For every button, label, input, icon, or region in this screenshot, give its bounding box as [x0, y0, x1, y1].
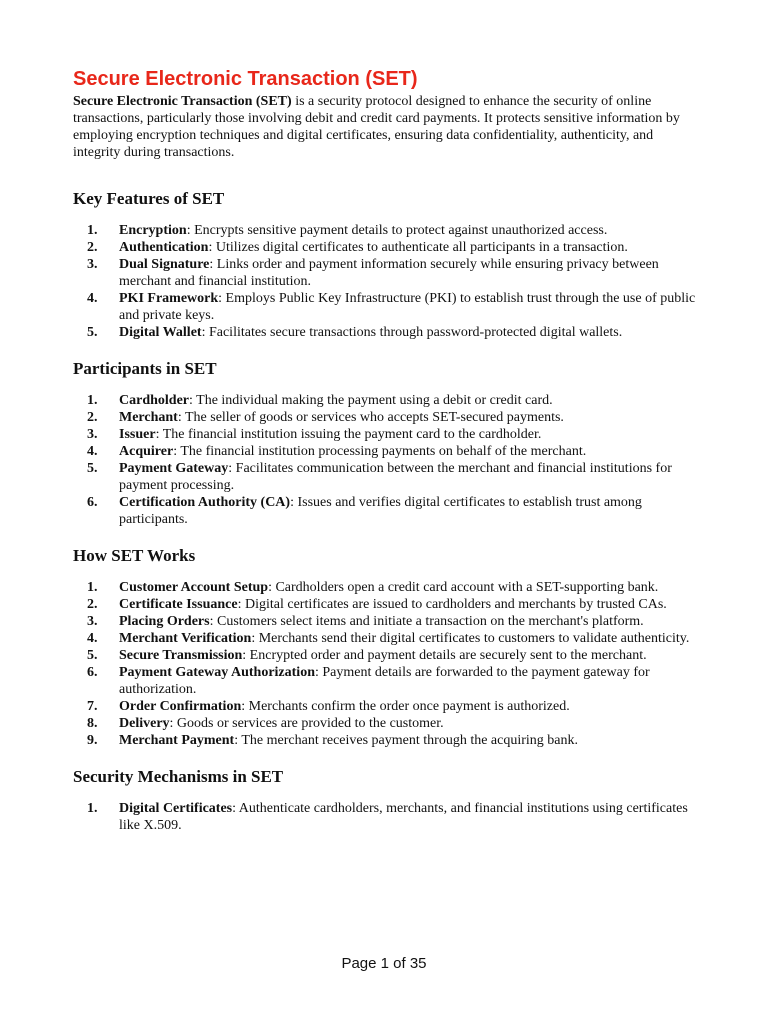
- list-item-text: : Encrypted order and payment details are securely sent to the merchant.: [242, 648, 647, 663]
- list-item: [73, 426, 698, 443]
- list-item-number: 2.: [87, 597, 98, 612]
- section-heading-key-features: Key Features of SET: [73, 189, 225, 208]
- list-item-text: : Payment details are forwarded to the payment gateway for authorization.: [119, 665, 650, 697]
- section-heading-security-mechanisms: Security Mechanisms in SET: [73, 767, 284, 786]
- list-item-term: Issuer: [119, 427, 156, 442]
- list-item-number: 4.: [87, 444, 98, 459]
- list-item: [73, 256, 698, 290]
- list-item-term: Merchant Payment: [119, 733, 235, 748]
- list-item-number: 8.: [87, 716, 98, 731]
- list-item-text: : Cardholders open a credit card account with a SET-supporting bank.: [268, 580, 659, 595]
- list-item-text: : Facilitates secure transactions through password-protected digital wallets.: [201, 325, 623, 340]
- list-item-number: 4.: [87, 631, 98, 646]
- list-item-text: : Links order and payment information securely while ensuring privacy between merchant and financial institution.: [119, 257, 659, 289]
- list-item-term: Digital Certificates: [119, 801, 233, 816]
- list-item-number: 6.: [87, 665, 98, 680]
- list-item: [73, 664, 698, 698]
- list-item-number: 1.: [87, 223, 98, 238]
- intro-text: is a security protocol designed to enhance the security of online transactions, particularly those involving debit and credit card payments. It protects sensitive information by employing encryption techniques and digital certificates, ensuring data confidentiality, authenticity, and integrity during transactions.: [73, 94, 680, 160]
- participants-list: [73, 392, 698, 528]
- list-item-text: : Employs Public Key Infrastructure (PKI) to establish trust through the use of public and private keys.: [119, 291, 696, 323]
- list-item: [73, 443, 698, 460]
- list-item-term: Merchant Verification: [119, 631, 252, 646]
- list-item: [73, 732, 698, 749]
- list-item-number: 3.: [87, 614, 98, 629]
- list-item-term: Secure Transmission: [119, 648, 243, 663]
- list-item-text: : The merchant receives payment through the acquiring bank.: [234, 733, 579, 748]
- list-item-text: : Merchants send their digital certificates to customers to validate authenticity.: [251, 631, 690, 646]
- list-item-term: Payment Gateway: [119, 461, 229, 476]
- list-item-term: Authentication: [119, 240, 209, 255]
- list-item-text: : Authenticate cardholders, merchants, and financial institutions using certificates like X.509.: [119, 801, 688, 833]
- list-item: [73, 494, 698, 528]
- document-page: [73, 66, 698, 834]
- list-item: [73, 800, 698, 834]
- list-item-text: : Customers select items and initiate a transaction on the merchant's platform.: [209, 614, 644, 629]
- list-item-number: 5.: [87, 325, 98, 340]
- list-item-number: 2.: [87, 240, 98, 255]
- list-item-number: 1.: [87, 580, 98, 595]
- list-item-term: Cardholder: [119, 393, 189, 408]
- key-features-list: [73, 222, 698, 341]
- section-heading-how-set-works: How SET Works: [73, 546, 196, 565]
- list-item-term: Digital Wallet: [119, 325, 202, 340]
- list-item-term: Delivery: [119, 716, 170, 731]
- list-item-number: 4.: [87, 291, 98, 306]
- list-item-number: 3.: [87, 257, 98, 272]
- list-item-term: Encryption: [119, 223, 187, 238]
- list-item-term: Order Confirmation: [119, 699, 242, 714]
- list-item-number: 1.: [87, 801, 98, 816]
- list-item-text: : Facilitates communication between the merchant and financial institutions for payment processing.: [119, 461, 672, 493]
- list-item-number: 5.: [87, 461, 98, 476]
- list-item-number: 5.: [87, 648, 98, 663]
- list-item: [73, 715, 698, 732]
- list-item-term: Certification Authority (CA): [119, 495, 291, 510]
- list-item: [73, 630, 698, 647]
- list-item-number: 9.: [87, 733, 98, 748]
- list-item: [73, 460, 698, 494]
- list-item-number: 1.: [87, 393, 98, 408]
- list-item-term: Certificate Issuance: [119, 597, 238, 612]
- page-number-footer: Page 1 of 35: [341, 955, 427, 972]
- how-set-works-list: [73, 579, 698, 749]
- list-item-term: Payment Gateway Authorization: [119, 665, 315, 680]
- list-item-term: Dual Signature: [119, 257, 210, 272]
- document-title: Secure Electronic Transaction (SET): [73, 68, 418, 90]
- list-item: [73, 324, 698, 341]
- list-item: [73, 239, 698, 256]
- list-item-text: : The financial institution issuing the payment card to the cardholder.: [155, 427, 542, 442]
- list-item-text: : Digital certificates are issued to cardholders and merchants by trusted CAs.: [237, 597, 667, 612]
- list-item: [73, 290, 698, 324]
- security-mechanisms-list: [73, 800, 698, 834]
- list-item: [73, 392, 698, 409]
- list-item: [73, 613, 698, 630]
- list-item-number: 3.: [87, 427, 98, 442]
- list-item: [73, 409, 698, 426]
- list-item-number: 2.: [87, 410, 98, 425]
- list-item-number: 6.: [87, 495, 98, 510]
- list-item-term: Acquirer: [119, 444, 174, 459]
- list-item-term: Placing Orders: [119, 614, 210, 629]
- list-item: [73, 579, 698, 596]
- list-item-term: Customer Account Setup: [119, 580, 269, 595]
- list-item: [73, 698, 698, 715]
- list-item-number: 7.: [87, 699, 98, 714]
- list-item-text: : Issues and verifies digital certificates to establish trust among participants.: [119, 495, 642, 527]
- list-item: [73, 222, 698, 239]
- section-heading-participants: Participants in SET: [73, 359, 217, 378]
- list-item-text: : Encrypts sensitive payment details to protect against unauthorized access.: [186, 223, 608, 238]
- list-item-text: : The financial institution processing payments on behalf of the merchant.: [173, 444, 587, 459]
- intro-term: Secure Electronic Transaction (SET): [73, 94, 292, 109]
- list-item-text: : The seller of goods or services who accepts SET-secured payments.: [177, 410, 564, 425]
- list-item-text: : Utilizes digital certificates to authenticate all participants in a transaction.: [208, 240, 628, 255]
- list-item-term: PKI Framework: [119, 291, 219, 306]
- intro-paragraph: [73, 93, 698, 161]
- list-item-text: : Merchants confirm the order once payment is authorized.: [241, 699, 570, 714]
- list-item-text: : The individual making the payment using a debit or credit card.: [189, 393, 553, 408]
- list-item-term: Merchant: [119, 410, 178, 425]
- list-item: [73, 647, 698, 664]
- list-item: [73, 596, 698, 613]
- list-item-text: : Goods or services are provided to the customer.: [169, 716, 444, 731]
